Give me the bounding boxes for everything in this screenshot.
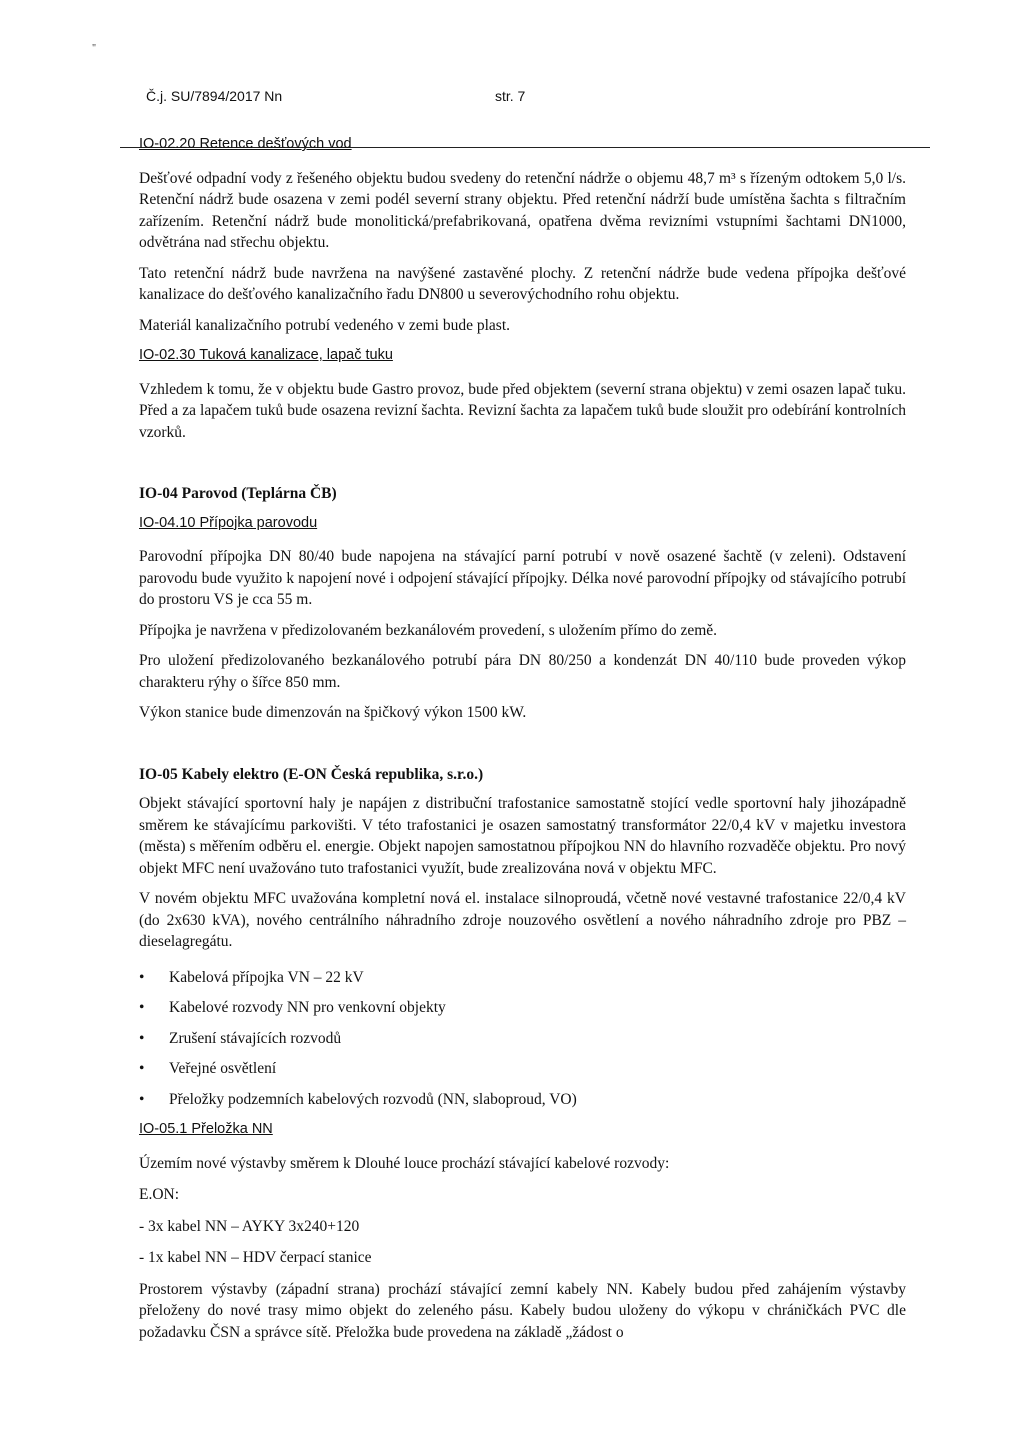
- bullet-icon: •: [139, 1029, 145, 1047]
- bullet-list: [139, 967, 906, 1111]
- page-header: [138, 86, 918, 108]
- paragraph: Vzhledem k tomu, že v objektu bude Gastro provoz, bude před objektem (severní strana objektu) v zemi osazen lapač tuku. Před a za lapačem tuků bude osazena revizní šachta. Revizní šachta za lapačem tuků bude sloužit pro odebírání kontrolních vzorků.: [139, 380, 906, 441]
- subsection-heading: IO-02.20 Retence dešťových vod: [139, 136, 352, 152]
- document-body: [139, 134, 906, 1343]
- list-item-text: Veřejné osvětlení: [169, 1060, 277, 1077]
- eon-label: E.ON:: [139, 1186, 180, 1203]
- paragraph: Tato retenční nádrž bude navržena na navýšené zastavěné plochy. Z retenční nádrže bude vedena přípojka dešťové kanalizace do dešťového kanalizačního řadu DN800 u severovýchodního rohu objektu.: [139, 264, 906, 303]
- list-item: [139, 1089, 906, 1111]
- paragraph: Výkon stanice bude dimenzován na špičkový výkon 1500 kW.: [139, 704, 527, 721]
- paragraph: Pro uložení předizolovaného bezkanálového potrubí pára DN 80/250 a kondenzát DN 40/110 bude proveden výkop charakteru rýhy o šířce 850 mm.: [139, 652, 906, 691]
- section-title: IO-05 Kabely elektro (E-ON Česká republika, s.r.o.): [139, 765, 484, 783]
- paragraph: Materiál kanalizačního potrubí vedeného v zemi bude plast.: [139, 316, 511, 334]
- reference-number: Č.j. SU/7894/2017 Nn: [146, 88, 283, 104]
- section-title: IO-04 Parovod (Teplárna ČB): [139, 485, 337, 502]
- paragraph: Prostorem výstavby (západní strana) prochází stávající zemní kabely NN. Kabely budou před zahájením výstavby přeloženy do nové trasy mimo objekt do zeleného pásu. Kabely budou uloženy do výkopu v chráničkách PVC dle požadavku ČSN a správce sítě. Přeložka bude provedena na základě „žádost o: [139, 1280, 906, 1341]
- subsection-heading: IO-05.1 Přeložka NN: [139, 1121, 273, 1137]
- list-item: [139, 967, 906, 989]
- page-number: str. 7: [495, 88, 526, 104]
- bullet-icon: •: [139, 1090, 145, 1108]
- paragraph: Dešťové odpadní vody z řešeného objektu budou svedeny do retenční nádrže o objemu 48,7 m³ s řízeným odtokem 5,0 l/s. Retenční nádrž bude osazena v zemi podél severní strany objektu. Před retenční nádrží bude umístěna šachta s filtračním zařízením. Retenční nádrž bude monolitická/prefabrikovaná, opatřena dvěma revizními vstupními šachtami DN1000, odvětrána nad střechu objektu.: [139, 169, 906, 251]
- cable-line: - 3x kabel NN – AYKY 3x240+120: [139, 1217, 360, 1235]
- cable-line: - 1x kabel NN – HDV čerpací stanice: [139, 1249, 372, 1266]
- margin-mark: ": [92, 43, 97, 54]
- paragraph: Parovodní přípojka DN 80/40 bude napojena na stávající parní potrubí v nově osazené šachtě (v zeleni). Odstavení parovodu bude využito k napojení nové i odpojení stávající přípojky. Délka nové parovodní přípojky od stávajícího potrubí do prostoru VS je cca 55 m.: [139, 548, 906, 608]
- bullet-icon: •: [139, 968, 145, 986]
- paragraph: V novém objektu MFC uvažována kompletní nová el. instalace silnoproudá, včetně nové vestavné trafostanice 22/0,4 kV (do 2x630 kVA), nového centrálního náhradního zdroje nouzového osvětlení a nového náhradního zdroje pro PBZ – dieselagregátu.: [139, 890, 906, 950]
- list-item: [139, 1028, 906, 1050]
- paragraph: Přípojka je navržena v předizolovaném bezkanálovém provedení, s uložením přímo do země.: [139, 621, 718, 639]
- list-item-text: Kabelové rozvody NN pro venkovní objekty: [169, 999, 446, 1016]
- bullet-icon: •: [139, 1060, 145, 1077]
- subsection-heading: IO-02.30 Tuková kanalizace, lapač tuku: [139, 347, 393, 363]
- list-item: [139, 997, 906, 1019]
- bullet-icon: •: [139, 999, 145, 1016]
- list-item-text: Zrušení stávajících rozvodů: [169, 1029, 342, 1047]
- list-item-text: Přeložky podzemních kabelových rozvodů (NN, slaboproud, VO): [169, 1090, 577, 1108]
- list-item-text: Kabelová přípojka VN – 22 kV: [169, 968, 364, 986]
- paragraph: Objekt stávající sportovní haly je napájen z distribuční trafostanice samostatně stojící vedle sportovní haly jihozápadně směrem ke stávajícímu parkovišti. V této trafostanici je osazen samostatný transformátor 22/0,4 kV v majetku investora (města) s měřením odběru el. energie. Objekt napojen samostatnou přípojkou NN do hlavního rozvaděče objektu. Pro nový objekt MFC není uvažováno tuto trafostanici využít, bude zrealizována nová v objektu MFC.: [139, 795, 906, 877]
- paragraph: Územím nové výstavby směrem k Dlouhé louce prochází stávající kabelové rozvody:: [139, 1154, 670, 1172]
- list-item: [139, 1058, 906, 1080]
- subsection-heading: IO-04.10 Přípojka parovodu: [139, 514, 318, 531]
